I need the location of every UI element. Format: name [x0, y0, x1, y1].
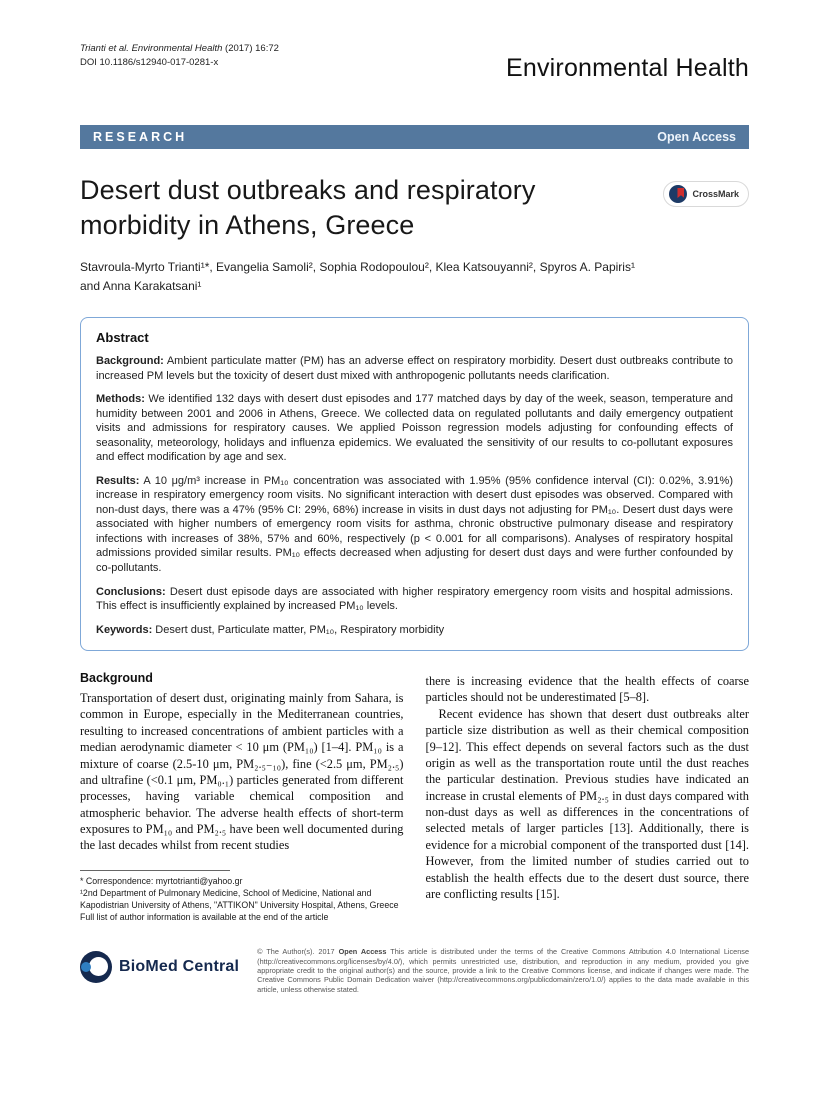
abstract-keywords-label: Keywords:	[96, 623, 153, 636]
footnote-divider	[80, 870, 230, 871]
journal-masthead: Environmental Health	[505, 54, 749, 82]
section-heading-background: Background	[80, 671, 153, 686]
abstract-background-text: Ambient particulate matter (PM) has an adverse effect on respiratory morbidity. Desert dust outbreaks contribute to increased PM levels but the toxicity of desert dust mixed with anthropogenic pollutants needs clarification.	[96, 355, 733, 382]
correspondence-email[interactable]: myrtotrianti@yahoo.gr	[155, 875, 243, 886]
abstract-section-keywords	[96, 623, 733, 638]
biomed-central-logo-text: BioMed Central	[119, 958, 240, 976]
abstract-conclusions-label: Conclusions:	[96, 585, 166, 598]
doi-line: DOI 10.1186/s12940-017-0281-x	[80, 56, 219, 68]
citation-line	[80, 42, 279, 56]
affiliation-note: ¹2nd Department of Pulmonary Medicine, School of Medicine, National and Kapodistrian University of Athens, "ATTIKON" University Hospital, Athens, Greece	[80, 888, 399, 910]
abstract-methods-text: We identified 132 days with desert dust episodes and 177 matched days by day of the week, season, temperature and humidity between 2001 and 2006 in Athens, Greece. We collected data on regulated pollutants and daily emergency outpatient visits and admissions for respiratory causes. We applied Poisson regression models adjusting for confounding effects of seasonality, meteorology, holidays and influenza epidemics. We evaluated the sensitivity of our results to co-pollutant exposures and effect modification by age and sex.	[96, 393, 733, 464]
license-prefix: © The Author(s). 2017	[257, 947, 339, 957]
authors-line-1: Stavroula-Myrto Trianti¹*, Evangelia Samoli², Sophia Rodopoulou², Klea Katsouyanni², Spyros A. Papiris¹	[80, 260, 635, 275]
citation-authors-journal: Trianti et al. Environmental Health	[80, 43, 223, 54]
biomed-central-circle-icon	[80, 951, 112, 983]
abstract-section-conclusions	[96, 585, 733, 614]
column-left	[80, 671, 404, 923]
abstract-heading: Abstract	[96, 330, 149, 346]
body-columns	[80, 671, 749, 923]
column-right	[426, 671, 750, 923]
body-paragraph-left: Transportation of desert dust, originating mainly from Sahara, is common in Europe, especially in the Mediterranean countries, resulting to increased concentrations of ambient particles with a median aerodynamic diameter < 10 μm (PM₁₀) [1–4]. PM₁₀ is a mixture of coarse (2.5-10 μm, PM₂.₅₋₁₀), fine (<2.5 μm, PM₂.₅) and ultrafine (<0.1 μm, PM₀.₁) particles generated from different processes, having variable chemical composition and atmospheric behavior. The adverse health effects of short-term exposures to PM₁₀ and PM₂.₅ have been well documented during the last decades whilst from recent studies	[80, 691, 404, 853]
correspondence-note	[80, 876, 404, 887]
abstract-box	[80, 317, 749, 651]
author-info-note: Full list of author information is available at the end of the article	[80, 912, 329, 923]
body-paragraph-right-2: Recent evidence has shown that desert dust outbreaks alter particle size distribution as well as their chemical composition [9–12]. This effect depends on several factors such as the dust origin as well as the transportation route until the dust reaches the particular destination. Previous studies have indicated an increase in crustal elements of PM₂.₅ in dust days compared with non-dust days as well as differences in the concentrations of selected metals of larger particles [13]. Additionally, there is evidence for a microbial component of the transported dust [14]. However, from the limited number of studies carried out to establish the health effects due to the desert dust source, there are conflicting results [15].	[425, 706, 749, 901]
abstract-methods-label: Methods:	[96, 393, 145, 406]
article-title: Desert dust outbreaks and respiratory morbidity in Athens, Greece	[80, 175, 536, 240]
abstract-section-background	[96, 354, 733, 383]
authors-line-2: and Anna Karakatsani¹	[80, 278, 202, 293]
license-text	[257, 947, 749, 994]
abstract-results-label: Results:	[96, 474, 140, 487]
abstract-section-methods	[96, 392, 733, 465]
header	[80, 42, 749, 83]
citation-block	[80, 42, 279, 70]
abstract-results-text: A 10 μg/m³ increase in PM₁₀ concentration was associated with 1.95% (95% confidence interval (CI): 0.02%, 3.91%) increase in respiratory emergency room visits. No significant interaction with desert dust episodes was observed. Compared with non-dust days, there was a 47% (95% CI: 29%, 68%) increase in visits in dust days not adjusting for PM₁₀. Desert dust days were associated with higher numbers of emergency room visits for asthma, chronic obstructive pulmonary disease and respiratory infections with increases of 38%, 57% and 60%, respectively (p < 0.001 for all comparisons). Analyses of respiratory hospital admissions provided similar results. PM₁₀ effects decreased when adjusting for desert dust days and were further confounded by co-pollutants.	[96, 474, 733, 574]
body-paragraph-right-1: there is increasing evidence that the health effects of coarse particles should not be underestimated [5–8].	[425, 674, 749, 705]
license-open-access: Open Access	[338, 947, 387, 957]
biomed-central-logo	[80, 951, 239, 983]
abstract-conclusions-text: Desert dust episode days are associated with higher respiratory emergency room visits and hospital admissions. This effect is insufficiently explained by increased PM₁₀ levels.	[96, 585, 733, 613]
footnotes	[80, 870, 404, 924]
abstract-background-label: Background:	[96, 355, 164, 368]
research-banner	[80, 125, 749, 149]
banner-research-label: RESEARCH	[93, 130, 188, 144]
banner-open-access-label: Open Access	[657, 130, 736, 144]
abstract-section-results	[96, 474, 733, 576]
crossmark-icon	[669, 185, 687, 203]
title-row	[80, 173, 749, 242]
crossmark-label: CrossMark	[692, 189, 739, 199]
abstract-keywords-text: Desert dust, Particulate matter, PM₁₀, Respiratory morbidity	[152, 623, 445, 636]
correspondence-label: * Correspondence:	[80, 875, 156, 886]
authors-block	[80, 258, 749, 295]
license-body: This article is distributed under the terms of the Creative Commons Attribution 4.0 International License (http://creativecommons.org/licenses/by/4.0/), which permits unrestricted use, distribution, and reproduction in any medium, provided you give appropriate credit to the original author(s) and the source, provide a link to the Creative Commons license, and indicate if changes were made. The Creative Commons Public Domain Dedication waiver (http://creativecommons.org/publicdomain/zero/1.0/) applies to the data made available in this article, unless otherwise stated.	[257, 947, 750, 994]
footer	[80, 947, 749, 994]
citation-volume: (2017) 16:72	[222, 43, 279, 54]
crossmark-badge[interactable]	[663, 181, 749, 207]
